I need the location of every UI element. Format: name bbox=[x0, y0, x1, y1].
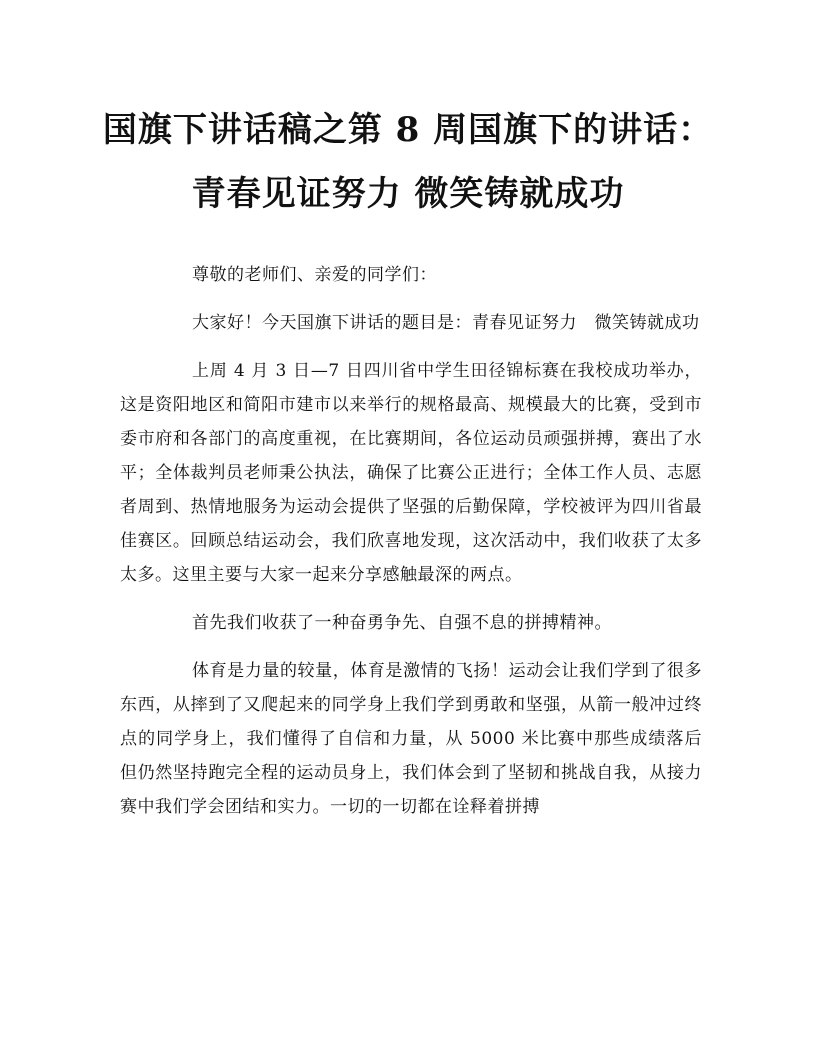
greeting-paragraph: 大家好！今天国旗下讲话的题目是：青春见证努力 微笑铸就成功 bbox=[192, 313, 700, 333]
document-title-line-2: 青春见证努力 微笑铸就成功 bbox=[191, 174, 625, 214]
salutation-paragraph: 尊敬的老师们、亲爱的同学们： bbox=[192, 265, 437, 285]
document-title-line-1: 国旗下讲话稿之第 8 周国旗下的讲话： bbox=[102, 110, 714, 150]
sports-spirit-paragraph: 体育是力量的较量，体育是激情的飞扬！运动会让我们学到了很多东西，从摔到了又爬起来的同学身上我们学到勇敢和坚强，从箭一般冲过终点的同学身上，我们懂得了自信和力量，从 5000 米比赛中那些成绩落后但仍然坚持跑完全程的运动员身上，我们体会到了坚韧和挑战自我，从接力赛中我们学会团结和实力。一切的一切都在诠释着拼搏 bbox=[120, 661, 702, 817]
document-body bbox=[120, 258, 702, 838]
event-summary-paragraph: 上周 4 月 3 日—7 日四川省中学生田径锦标赛在我校成功举办，这是资阳地区和简阳市建市以来举行的规格最高、规模最大的比赛，受到市委市府和各部门的高度重视，在比赛期间，各位运动员顽强拼搏，赛出了水平；全体裁判员老师秉公执法，确保了比赛公正进行；全体工作人员、志愿者周到、热情地服务为运动会提供了坚强的后勤保障，学校被评为四川省最佳赛区。回顾总结运动会，我们欣喜地发现，这次活动中，我们收获了太多太多。这里主要与大家一起来分享感触最深的两点。 bbox=[120, 361, 702, 585]
first-point-paragraph: 首先我们收获了一种奋勇争先、自强不息的拼搏精神。 bbox=[192, 613, 612, 633]
